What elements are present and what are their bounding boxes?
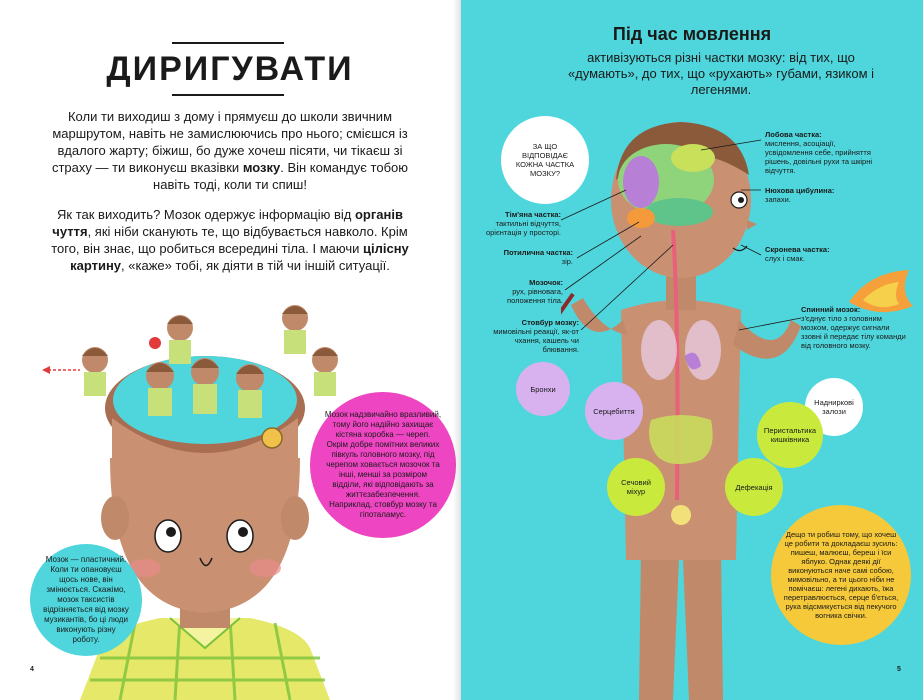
- label-brainstem: Стовбур мозку: мимовільні реакції, як-от чхання, кашель чи блювання.: [493, 318, 579, 354]
- p2-bold-b: цілісну картину: [70, 241, 409, 273]
- second-paragraph: [44, 206, 416, 274]
- p2-text-c: , «каже» тобі, як діяти в тій чи іншій ситуації.: [121, 258, 390, 273]
- organ-adrenal-glands: Надниркові залози: [805, 378, 863, 436]
- organ-heartbeat: Серцебиття: [585, 382, 643, 440]
- page-number-left: 4: [30, 666, 34, 673]
- organ-defecation: Дефекація: [725, 458, 783, 516]
- right-page-title: Під час мовлення: [612, 24, 772, 44]
- page-number-right: 5: [897, 666, 901, 673]
- organ-bladder: Сечовий міхур: [607, 458, 665, 516]
- plasticity-info-bubble: Мозок — пластичний. Коли ти опановуєш щось нове, він змінюється. Скажімо, мозок таксистів відрізняється від мозку музикантів, бо ці люди виконують різну роботу.: [30, 544, 142, 656]
- p1-text-b: . Він командує тобою навіть тоді, коли ти спиш!: [153, 160, 409, 192]
- left-page-title: ДИРИГУВАТИ: [106, 50, 354, 88]
- organ-peristalsis: Перистальтика кишківника: [757, 402, 823, 468]
- p2-text-a: Як так виходить? Мозок одержує інформацію від: [57, 207, 355, 222]
- p2-text-b: , які ніби сканують те, що відбувається навколо. Крім того, він знає, що робиться всередині тіла. І маючи: [51, 224, 408, 256]
- organ-bronchi: Бронхи: [516, 362, 570, 416]
- label-occipital-lobe: Потилична частка: зір.: [503, 248, 573, 266]
- intro-paragraph: [44, 108, 416, 193]
- p1-text-a: Коли ти виходиш з дому і прямуєш до школи звичним маршрутом, навіть не замислюючись про нього; смієшся із вдалого жарту; біжиш, бо дуже хочеш пісяти, чи тікаєш зі страху — ти виконуєш вказівки: [51, 109, 408, 175]
- label-spinal-cord: Спинний мозок: з'єднує тіло з головним мозком, одержує сигнали ззовні й передає тілу команди від головного мозку.: [801, 305, 906, 350]
- title-rule-bottom: [172, 94, 284, 96]
- question-bubble: ЗА ЩО ВІДПОВІДАЄ КОЖНА ЧАСТКА МОЗКУ?: [501, 116, 589, 204]
- p1-bold: мозку: [242, 160, 281, 175]
- label-parietal-lobe: Тім'яна частка: тактильні відчуття, орієнтація у просторі.: [485, 210, 561, 237]
- label-olfactory-bulb: Нюхова цибулина: запахи.: [765, 186, 835, 204]
- label-frontal-lobe: Лобова частка: мислення, асоціації, усвідомлення себе, прийняття рішень, довільні рухи та шкірні відчуття.: [765, 130, 873, 175]
- title-rule-top: [172, 42, 284, 44]
- right-page: [461, 0, 923, 700]
- right-page-subtitle: активізуються різні частки мозку: від тих, що «думають», до тих, що «рухають» губами, язиком і легенями.: [567, 50, 875, 97]
- p2-bold-a: органів чуття: [52, 207, 403, 239]
- skull-info-bubble: Мозок надзвичайно вразливий, тому його надійно захищає кістяна коробка — череп. Окрім добре помітних великих півкуль головного мозку, під черепом ховається мозочок та інші, менші за розміром відділи, які відповідають за життєзабезпечення. Наприклад, стовбур мозку та гіпоталамус.: [310, 392, 456, 538]
- left-page: [0, 0, 461, 700]
- label-cerebellum: Мозочок: рух, рівновага, положення тіла.: [507, 278, 563, 305]
- label-temporal-lobe: Скронева частка: слух і смак.: [765, 245, 830, 263]
- involuntary-actions-bubble: Дещо ти робиш тому, що хочеш це робити та докладаєш зусиль: пишеш, малюєш, береш і їси яблуко. Однак деякі дії виконуються наче самі собою, мимовільно, а ти цього ніби не помічаєш: легені дихають, їжа перетравлюється, серце б'ється, рука відсмикується від пекучого вогника свічки.: [771, 505, 911, 645]
